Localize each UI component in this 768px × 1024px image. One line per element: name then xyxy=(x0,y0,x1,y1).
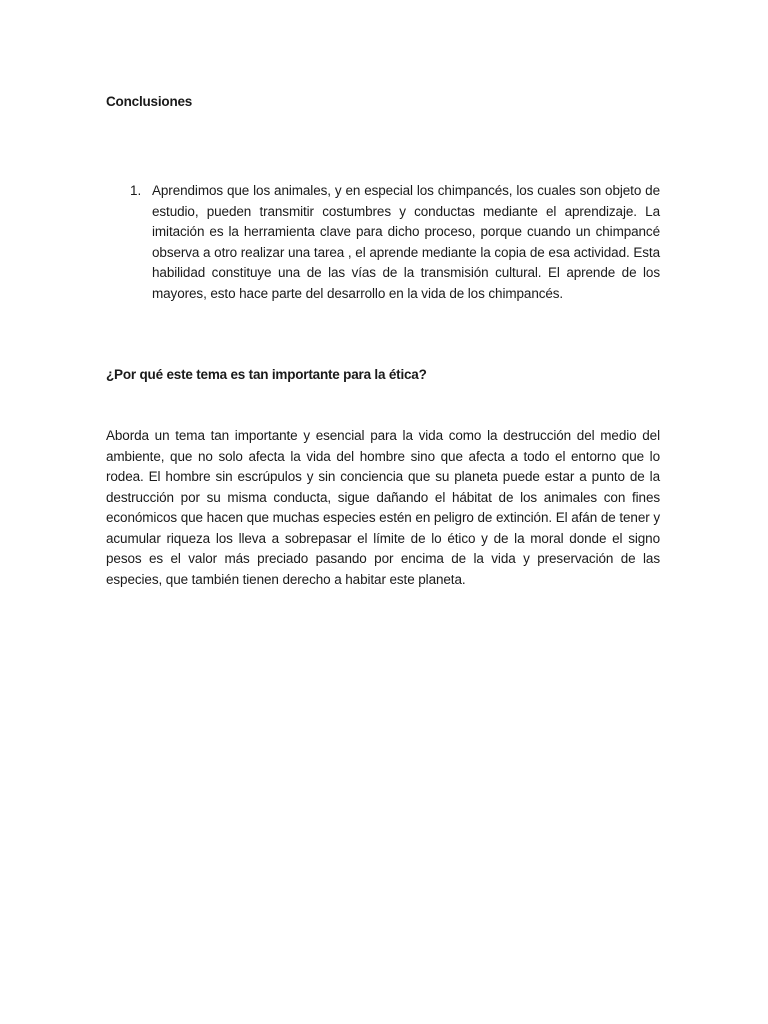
list-item xyxy=(106,181,660,304)
list-item-number: 1. xyxy=(130,183,142,198)
ethics-question-heading: ¿Por qué este tema es tan importante para la ética? xyxy=(106,367,427,382)
list-item-text: Aprendimos que los animales, y en especial los chimpancés, los cuales son objeto de estudio, pueden transmitir costumbres y conductas mediante el aprendizaje. La imitación es la herramienta clave para dicho proceso, porque cuando un chimpancé observa a otro realizar una tarea , el aprende mediante la copia de esa actividad. Esta habilidad constituye una de las vías de la transmisión cultural. El aprende de los mayores, esto hace parte del desarrollo en la vida de los chimpancés. xyxy=(152,183,660,301)
answer-paragraph: Aborda un tema tan importante y esencial para la vida como la destrucción del medio del ambiente, que no solo afecta la vida del hombre sino que afecta a todo el entorno que lo rodea. El hombre sin escrúpulos y sin conciencia que su planeta puede estar a punto de la destrucción por su misma conducta, sigue dañando el hábitat de los animales con fines económicos que hacen que muchas especies estén en peligro de extinción. El afán de tener y acumular riqueza los lleva a sobrepasar el límite de lo ético y de la moral donde el signo pesos es el valor más preciado pasando por encima de la vida y preservación de las especies, que también tienen derecho a habitar este planeta. xyxy=(106,428,660,587)
conclusions-heading: Conclusiones xyxy=(106,94,193,109)
conclusions-list xyxy=(106,181,660,304)
